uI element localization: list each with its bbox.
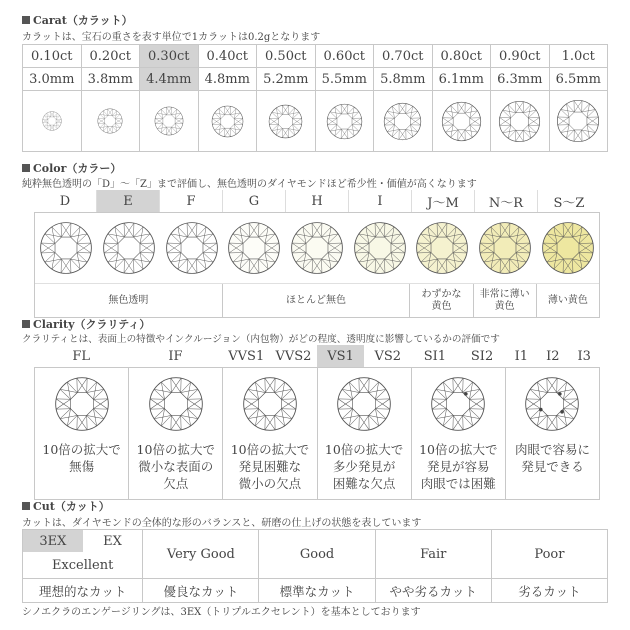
diamond-icon	[336, 376, 392, 432]
carat-weight-cell: 0.20ct	[82, 45, 141, 67]
carat-image-cell	[82, 91, 141, 151]
color-group-label: ほとんど無色	[223, 284, 411, 317]
diamond-icon	[148, 376, 204, 432]
carat-weight-cell: 1.0ct	[561, 48, 595, 64]
color-grade-label: G	[223, 190, 286, 212]
color-title: Color（カラー）	[33, 162, 122, 175]
clarity-grade-group	[128, 345, 222, 367]
clarity-description-cell: 10倍の拡大で 微小な表面の 欠点	[136, 442, 215, 491]
carat-image-cell	[140, 91, 199, 151]
clarity-description: クラリティとは、表面上の特徴やインクルージョン（内包物）がどの程度、透明度に影響しているかの評価です	[22, 334, 500, 345]
carat-diameter-cell: 6.3mm	[491, 68, 550, 90]
clarity-description-cell: 10倍の拡大で 多少発見が 困難な欠点	[324, 442, 404, 491]
inclusion-mark	[464, 392, 468, 396]
color-group-label: 薄い黄色	[547, 294, 588, 306]
clarity-body	[34, 367, 600, 500]
carat-image-cell	[257, 91, 316, 151]
clarity-grade-label: I1	[514, 348, 529, 364]
clarity-image-cell	[242, 368, 298, 440]
cut-table	[22, 529, 608, 603]
carat-image-cell	[316, 91, 375, 151]
clarity-image-cell	[54, 368, 110, 440]
clarity-image-cell	[524, 368, 580, 440]
cut-grade-very-good: Very Good	[143, 530, 259, 578]
carat-weight-cell: 0.90ct	[491, 45, 550, 67]
carat-diameter-cell: 4.4mm	[140, 68, 199, 90]
cut-3ex-label: 3EX	[23, 530, 83, 552]
diamond-icon	[441, 101, 482, 142]
inclusion-mark	[561, 410, 565, 414]
color-grade-label: F	[160, 190, 223, 212]
clarity-grade-label: SI2	[470, 348, 494, 364]
diamond-icon	[415, 221, 469, 275]
color-body	[34, 212, 600, 318]
clarity-grade-row	[34, 345, 600, 367]
carat-diameter-cell: 4.8mm	[199, 68, 258, 90]
diamond-icon	[165, 221, 219, 275]
color-image-cell	[160, 213, 223, 283]
diamond-icon	[541, 221, 595, 275]
square-bullet-icon	[22, 164, 30, 172]
clarity-description-cell: 10倍の拡大で 発見困難な 微小の欠点	[230, 442, 310, 491]
carat-weight-cell: 0.60ct	[316, 45, 375, 67]
color-table	[34, 190, 600, 318]
carat-image-cell	[491, 91, 550, 151]
inclusion-mark	[558, 392, 562, 396]
diamond-icon	[556, 99, 600, 143]
carat-image-cell	[550, 91, 608, 151]
clarity-description-cell: 10倍の拡大で 発見が容易 肉眼では困難	[419, 442, 498, 491]
diamond-icon	[383, 102, 422, 141]
diamond-icon	[227, 221, 281, 275]
cut-grade-fair: Fair	[376, 530, 492, 578]
carat-image-cell	[374, 91, 433, 151]
carat-diameter-cell: 3.8mm	[82, 68, 141, 90]
clarity-column	[223, 368, 317, 499]
diamond-icon	[54, 376, 110, 432]
color-grade-label: I	[349, 190, 412, 212]
clarity-grade-group	[506, 345, 600, 367]
clarity-column	[318, 368, 412, 499]
carat-heading	[22, 12, 133, 28]
carat-image-cell	[23, 91, 82, 151]
carat-diameter-cell: 6.1mm	[433, 68, 492, 90]
diamond-icon	[478, 221, 532, 275]
color-heading	[22, 160, 121, 176]
clarity-description-cell: 10倍の拡大で 無傷	[42, 442, 121, 474]
diamond-icon	[42, 111, 62, 131]
carat-image-cell	[199, 91, 258, 151]
color-grade-label: H	[286, 190, 349, 212]
diamond-icon	[102, 221, 156, 275]
cut-excellent-label: Excellent	[51, 557, 114, 573]
cut-desc-very-good: 優良なカット	[143, 579, 259, 602]
carat-weight-cell: 0.30ct	[140, 45, 199, 67]
diamond-icon	[524, 376, 580, 432]
square-bullet-icon	[22, 16, 30, 24]
clarity-grade-group	[223, 345, 317, 367]
color-grade-label: J～M	[412, 190, 475, 212]
carat-diameter-cell: 5.2mm	[257, 68, 316, 90]
color-image-cell	[35, 213, 98, 283]
color-group-row	[35, 283, 599, 317]
color-group-label: わずかな 黄色	[410, 284, 473, 317]
clarity-grade-label: VVS1	[228, 348, 265, 364]
diamond-icon	[154, 106, 184, 136]
carat-weight-cell: 0.10ct	[23, 45, 82, 67]
color-grade-label: N～R	[475, 190, 538, 212]
color-description: 純粋無色透明の「D」～「Z」まで評価し、無色透明のダイヤモンドほど希少性・価値が高くなります	[22, 179, 477, 190]
diamond-icon	[97, 108, 123, 134]
color-image-row	[35, 213, 599, 283]
diamond-icon	[290, 221, 344, 275]
color-grade-row	[34, 190, 600, 212]
carat-diameter-cell: 3.0mm	[23, 68, 82, 90]
diamond-icon	[353, 221, 407, 275]
color-image-cell	[98, 213, 161, 283]
cut-desc-fair: やや劣るカット	[376, 579, 492, 602]
diamond-icon	[242, 376, 298, 432]
clarity-table	[34, 345, 600, 500]
color-image-cell	[286, 213, 349, 283]
clarity-grade-group	[411, 345, 505, 367]
diamond-icon	[211, 105, 244, 138]
carat-weight-row	[23, 45, 607, 67]
cut-ex-label: EX	[103, 533, 122, 549]
color-image-cell	[474, 213, 537, 283]
cut-grade-row	[23, 530, 607, 578]
clarity-column	[35, 368, 129, 499]
diamond-icon	[39, 221, 93, 275]
carat-title: Carat（カラット）	[33, 14, 133, 27]
color-image-cell	[348, 213, 411, 283]
clarity-title: Clarity（クラリティ）	[33, 318, 151, 331]
carat-weight-cell: 0.40ct	[199, 45, 258, 67]
clarity-grade-label: VVS2	[275, 348, 312, 364]
inclusion-mark	[539, 408, 543, 412]
cut-title: Cut（カット）	[33, 500, 110, 513]
carat-image-row	[23, 90, 607, 151]
diamond-icon	[326, 103, 363, 140]
clarity-heading	[22, 316, 150, 332]
clarity-grade-label: SI1	[423, 348, 447, 364]
cut-grade-good: Good	[259, 530, 375, 578]
color-group-label: 非常に薄い 黄色	[474, 284, 537, 317]
clarity-grade-label: IF	[168, 348, 183, 364]
carat-description: カラットは、宝石の重さを表す単位で1カラットは0.2gとなります	[22, 32, 321, 43]
color-group-label: 無色透明	[35, 284, 223, 317]
cut-desc-good: 標準なカット	[259, 579, 375, 602]
clarity-grade-label: I2	[546, 348, 560, 364]
cut-grade-poor: Poor	[534, 546, 565, 562]
color-image-cell	[223, 213, 286, 283]
clarity-grade-group	[34, 345, 128, 367]
carat-weight-cell: 0.80ct	[433, 45, 492, 67]
cut-excellent-cell	[23, 530, 143, 578]
square-bullet-icon	[22, 320, 30, 328]
diamond-icon	[498, 100, 541, 143]
color-grade-label: E	[97, 190, 160, 212]
color-image-cell	[411, 213, 474, 283]
clarity-column	[506, 368, 599, 499]
carat-diameter-row	[23, 67, 607, 90]
cut-desc-excellent: 理想的なカット	[23, 579, 143, 602]
clarity-description-cell: 肉眼で容易に 発見できる	[514, 442, 590, 474]
diamond-icon	[430, 376, 486, 432]
clarity-image-cell	[430, 368, 486, 440]
cut-desc-row	[23, 578, 607, 602]
clarity-grade-label: VS1	[317, 345, 364, 367]
carat-table	[22, 44, 608, 152]
cut-heading	[22, 498, 110, 514]
carat-diameter-cell: 5.5mm	[316, 68, 375, 90]
clarity-grade-group	[317, 345, 411, 367]
clarity-image-cell	[148, 368, 204, 440]
carat-weight-cell: 0.50ct	[257, 45, 316, 67]
clarity-column	[412, 368, 506, 499]
cut-desc-poor: 劣るカット	[518, 583, 581, 599]
color-grade-label: S～Z	[553, 195, 585, 211]
clarity-column	[129, 368, 223, 499]
clarity-grade-label: VS2	[374, 348, 402, 364]
carat-diameter-cell: 6.5mm	[555, 71, 601, 87]
clarity-grade-label: I3	[577, 348, 591, 364]
carat-diameter-cell: 5.8mm	[374, 68, 433, 90]
carat-weight-cell: 0.70ct	[374, 45, 433, 67]
carat-image-cell	[433, 91, 492, 151]
square-bullet-icon	[22, 502, 30, 510]
color-grade-label: D	[34, 190, 97, 212]
clarity-image-cell	[336, 368, 392, 440]
color-image-cell	[536, 213, 599, 283]
cut-description: カットは、ダイヤモンドの全体的な形のバランスと、研磨の仕上げの状態を表しています	[22, 518, 422, 529]
clarity-grade-label: FL	[72, 348, 90, 364]
diamond-icon	[268, 104, 303, 139]
footer-note: シノエクラのエンゲージリングは、3EX（トリプルエクセレント）を基本としております	[22, 607, 421, 618]
